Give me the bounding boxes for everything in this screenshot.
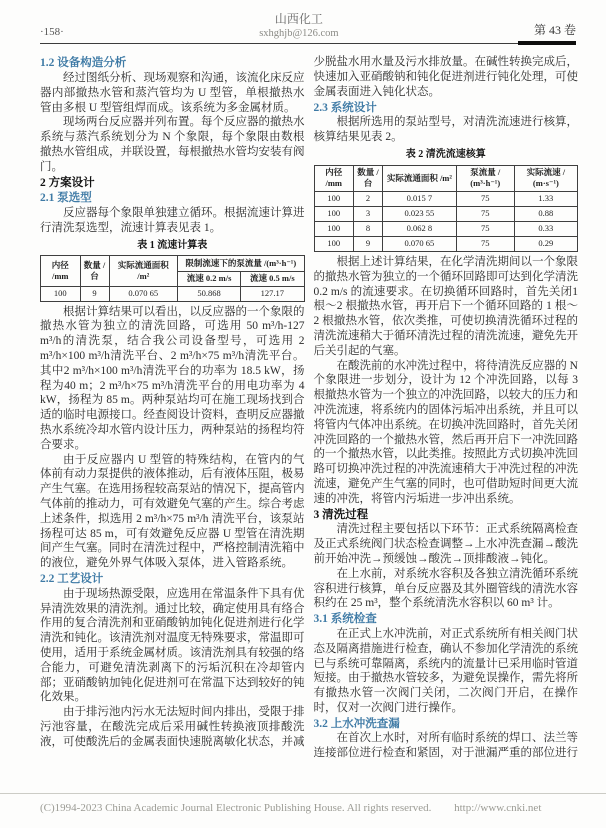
table-header-cell: 实际流速 / (m·s⁻¹) bbox=[514, 165, 577, 191]
table-header-cell: 实际流通面积 /m² bbox=[383, 165, 457, 191]
paragraph: 由于排污池内污水无法短时间内排出，受限于排污池容量，在酸洗完成后采用碱性转换液顶排酸洗液，可使酸洗后的金属表面快速脱离敏化状态，并减 bbox=[40, 706, 305, 748]
table-header-cell: 流速 0.2 m/s bbox=[178, 271, 241, 286]
paragraph: 在酸洗前的水冲洗过程中，将待清洗反应器的 N个象限进一步划分，设计为 12 个冲洗回路，以每 3 根撤热水管为一个独立的冲洗回路，以较大的压力和冲洗流速，将系统内的固体污垢冲出系统，并且可以将管内气体冲出系统。在切换冲洗回路时，首先关闭冲洗回路的一个撤热水管，然后再开启下一冲洗回路的一个撤热水管，以此类推。按照此方式切换冲洗回路可切换冲洗过程的冲洗流速稍大于冲洗过程的冲洗流速，避免产生气塞的同时，也可借助短时间更大流速的冲洗，将管内污垢进一步冲出系统。 bbox=[313, 359, 578, 505]
table-cell: 0.070 65 bbox=[109, 286, 178, 301]
table-cell: 3 bbox=[354, 206, 383, 221]
table-row bbox=[41, 286, 305, 301]
table-cell: 0.023 55 bbox=[383, 206, 457, 221]
table-cell: 75 bbox=[456, 191, 514, 206]
paragraph: 在正式上水冲洗前，对正式系统所有相关阀门状态及隔离措施进行检查，确认不参加化学清洗的系统已与系统可靠隔离，系统内的流量计已采用临时管道短接。由于撤热水管较多，为避免误操作，需先将所有撤热水管一次阀门关闭，二次阀门开启，在操作时，仅对一次阀门进行操作。 bbox=[313, 627, 578, 714]
right-column bbox=[314, 55, 579, 761]
paragraph: 由于反应器内 U 型管的特殊结构，在管内的气体前有动力泵提供的液体推动，后有液体压阻，极易产生气塞。在选用扬程较高泵站的情况下，提高管内气体前的推动力，可有效避免气塞的产生。综合考虑上述条件，拟选用 2 m³/h×75 m³/h 清洗平台，该泵站扬程可达 85 m，可有效避免反应器 U 型管在清洗期间产生气塞。同时在清洗过程中，严格控制清洗箱中的液位，避免外界气体吸入泵体，进入管路系统。 bbox=[40, 453, 305, 570]
table-cell: 127.17 bbox=[241, 286, 304, 301]
table-row bbox=[314, 191, 578, 206]
paragraph: 清洗过程主要包括以下环节：正式系统隔离检查及正式系统阀门状态检查调整→上水冲洗查漏→酸洗前开始冲洗→预缓蚀→酸洗→顶排酸液→钝化。 bbox=[313, 523, 578, 565]
section-heading-2: 2 方案设计 bbox=[40, 176, 95, 189]
paragraph: 反应器每个象限单独建立循环。根据流速计算进行清洗泵选型，流速计算表见表 1。 bbox=[40, 207, 305, 234]
table-cell: 0.015 7 bbox=[383, 191, 457, 206]
table-header-cell: 数量 / 台 bbox=[80, 256, 109, 286]
page-header bbox=[0, 0, 606, 40]
table-cell: 75 bbox=[456, 206, 514, 221]
table-header-cell: 实际流通面积 /m² bbox=[109, 256, 178, 286]
paragraph: 在首次上水时，对所有临时系统的焊口、法兰等连接部位进行检查和紧固，对于泄漏严重的部位进行 bbox=[313, 732, 578, 760]
table2-flow-verification bbox=[314, 165, 579, 252]
paragraph: 经过图纸分析、现场观察和沟通，该流化床反应器内部撤热水管和蒸汽管均为 U 型管，单根撤热水管由多根 U 型管组焊而成。该系统为多金属材质。 bbox=[40, 71, 305, 114]
table-cell: 100 bbox=[314, 221, 354, 236]
table-cell: 50.868 bbox=[178, 286, 241, 301]
section-heading-3-1: 3.1 系统检查 bbox=[313, 613, 377, 626]
table-cell: 75 bbox=[456, 236, 514, 251]
table-header-cell: 限制流速下的泵流量 /(m³·h⁻¹) bbox=[178, 256, 305, 271]
table-row bbox=[314, 221, 578, 236]
table-header-cell: 流速 0.5 m/s bbox=[241, 271, 304, 286]
paragraph: 在上水前，对系统水容积及各独立清洗循环系统容积进行核算，单台反应器及其外圈管线的清洗水容积约在 25 m³，整个系统清洗水容积以 60 m³ 计。 bbox=[313, 567, 578, 610]
paragraph: 根据所选用的泵站型号，对清洗流速进行核算，核算结果见表 2。 bbox=[313, 116, 578, 144]
paragraph: 根据上述计算结果，在化学清洗期间以一个象限的撤热水管为独立的一个循环回路即可达到化学清洗 0.2 m/s 的流速要求。在切换循环回路时，首先关闭1 根～2 根撤热水管，再开启下一个循环回路的 1 根～2 根撤热水管，依次类推，可使切换清洗循环过程的清洗流速稍大于循环清洗过程的清洗流速，避免先开后关引起的气塞。 bbox=[313, 255, 578, 357]
journal-title: 山西化工 bbox=[274, 12, 323, 26]
paragraph: 由于现场热源受限，应选用在常温条件下具有优异清洗效果的清洗剂。通过比较，确定使用具有络合作用的复合清洗剂和亚硝酸钠加钝化促进剂进行化学清洗和钝化。该清洗剂对温度无特殊要求，常温即可使用，适用于系统金属材质。该清洗剂具有较强的络合能力，可避免清洗剥离下的污垢沉积在冷却管内部；亚硝酸钠加钝化促进剂可在常温下达到较好的钝化效果。 bbox=[40, 587, 305, 704]
table-cell: 9 bbox=[80, 286, 109, 301]
header-rule-thick-segment bbox=[518, 41, 576, 45]
page-number: ·158· bbox=[40, 26, 64, 39]
table-cell: 0.88 bbox=[514, 206, 577, 221]
section-heading-1-2: 1.2 设备构造分析 bbox=[40, 57, 127, 70]
copyright-notice: (C)1994-2023 China Academic Journal Electronic Publishing House. All rights reserved. bbox=[40, 802, 432, 814]
table-header-cell: 内径 /mm bbox=[314, 165, 354, 191]
table-cell: 100 bbox=[314, 191, 354, 206]
volume-label: 第 43 卷 bbox=[533, 23, 576, 38]
section-heading-3-2: 3.2 上水冲洗查漏 bbox=[313, 717, 400, 730]
table-cell: 9 bbox=[354, 236, 383, 251]
table-header-cell: 内径 /mm bbox=[41, 256, 81, 286]
table-row bbox=[314, 206, 578, 221]
table-cell: 0.070 65 bbox=[383, 236, 457, 251]
table-cell: 1.33 bbox=[514, 191, 577, 206]
table1-flow-calculation bbox=[40, 255, 305, 301]
table-cell: 100 bbox=[41, 286, 81, 301]
table-cell: 0.29 bbox=[514, 236, 577, 251]
table-header-cell: 泵流量 / (m³·h⁻¹) bbox=[456, 165, 514, 191]
page-footer bbox=[0, 793, 606, 828]
section-heading-2-1: 2.1 泵选型 bbox=[40, 192, 92, 205]
table-header-cell: 数量 / 台 bbox=[354, 165, 383, 191]
table-header-row bbox=[41, 256, 305, 271]
table-cell: 2 bbox=[354, 191, 383, 206]
article-body bbox=[0, 44, 606, 761]
paragraph: 现场两台反应器并列布置。每个反应器的撤热水系统与蒸汽系统划分为 N 个象限，每个象限由数根撤热水管组成，并联设置，每根撤热水管均安装有阀门。 bbox=[40, 116, 305, 173]
table-cell: 0.33 bbox=[514, 221, 577, 236]
section-heading-2-2: 2.2 工艺设计 bbox=[40, 572, 104, 585]
section-heading-3: 3 清洗过程 bbox=[313, 508, 369, 521]
table-cell: 100 bbox=[314, 236, 354, 251]
section-heading-2-3: 2.3 系统设计 bbox=[313, 101, 377, 114]
table-cell: 8 bbox=[354, 221, 383, 236]
header-rule bbox=[40, 43, 576, 44]
cnki-url: http://www.cnki.net bbox=[454, 802, 542, 814]
table1-caption: 表 1 流速计算表 bbox=[137, 239, 208, 251]
table-header-row bbox=[314, 165, 578, 191]
left-column bbox=[40, 55, 305, 761]
table-cell: 0.062 8 bbox=[383, 221, 457, 236]
journal-masthead bbox=[259, 12, 338, 40]
table2-caption: 表 2 清洗流速核算 bbox=[405, 148, 486, 160]
table-cell: 75 bbox=[456, 221, 514, 236]
paragraph: 根据计算结果可以看出，以反应器的一个象限的撤热水管为独立的清洗回路，可选用 50 m³/h-127 m³/h的清洗泵，结合我公司设备型号，可选用 2 m³/h×100 m³/h清洗平台、2 m³/h×75 m³/h清洗平台。其中2 m³/h×100 m³/h清洗平台的功率为 18.5 kW，扬程为40 m；2 m³/h×75 m³/h清洗平台的用电功率为 4 kW，扬程为 85 m。两种泵站均可在施工现场找到合适的临时电源接口。经查阅设计资料，查明反应器撤热水系统冷却水管内设计压力，两种泵站的扬程均符合要求。 bbox=[40, 305, 305, 451]
journal-email: sxhghjb@126.com bbox=[259, 28, 339, 39]
table-row bbox=[314, 236, 578, 251]
paragraph-continuation: 少脱盐水用水量及污水排放量。在碱性转换完成后，快速加入亚硝酸钠和钝化促进剂进行钝化处理，可使金属表面进入钝化状态。 bbox=[313, 56, 578, 98]
table-cell: 100 bbox=[314, 206, 354, 221]
